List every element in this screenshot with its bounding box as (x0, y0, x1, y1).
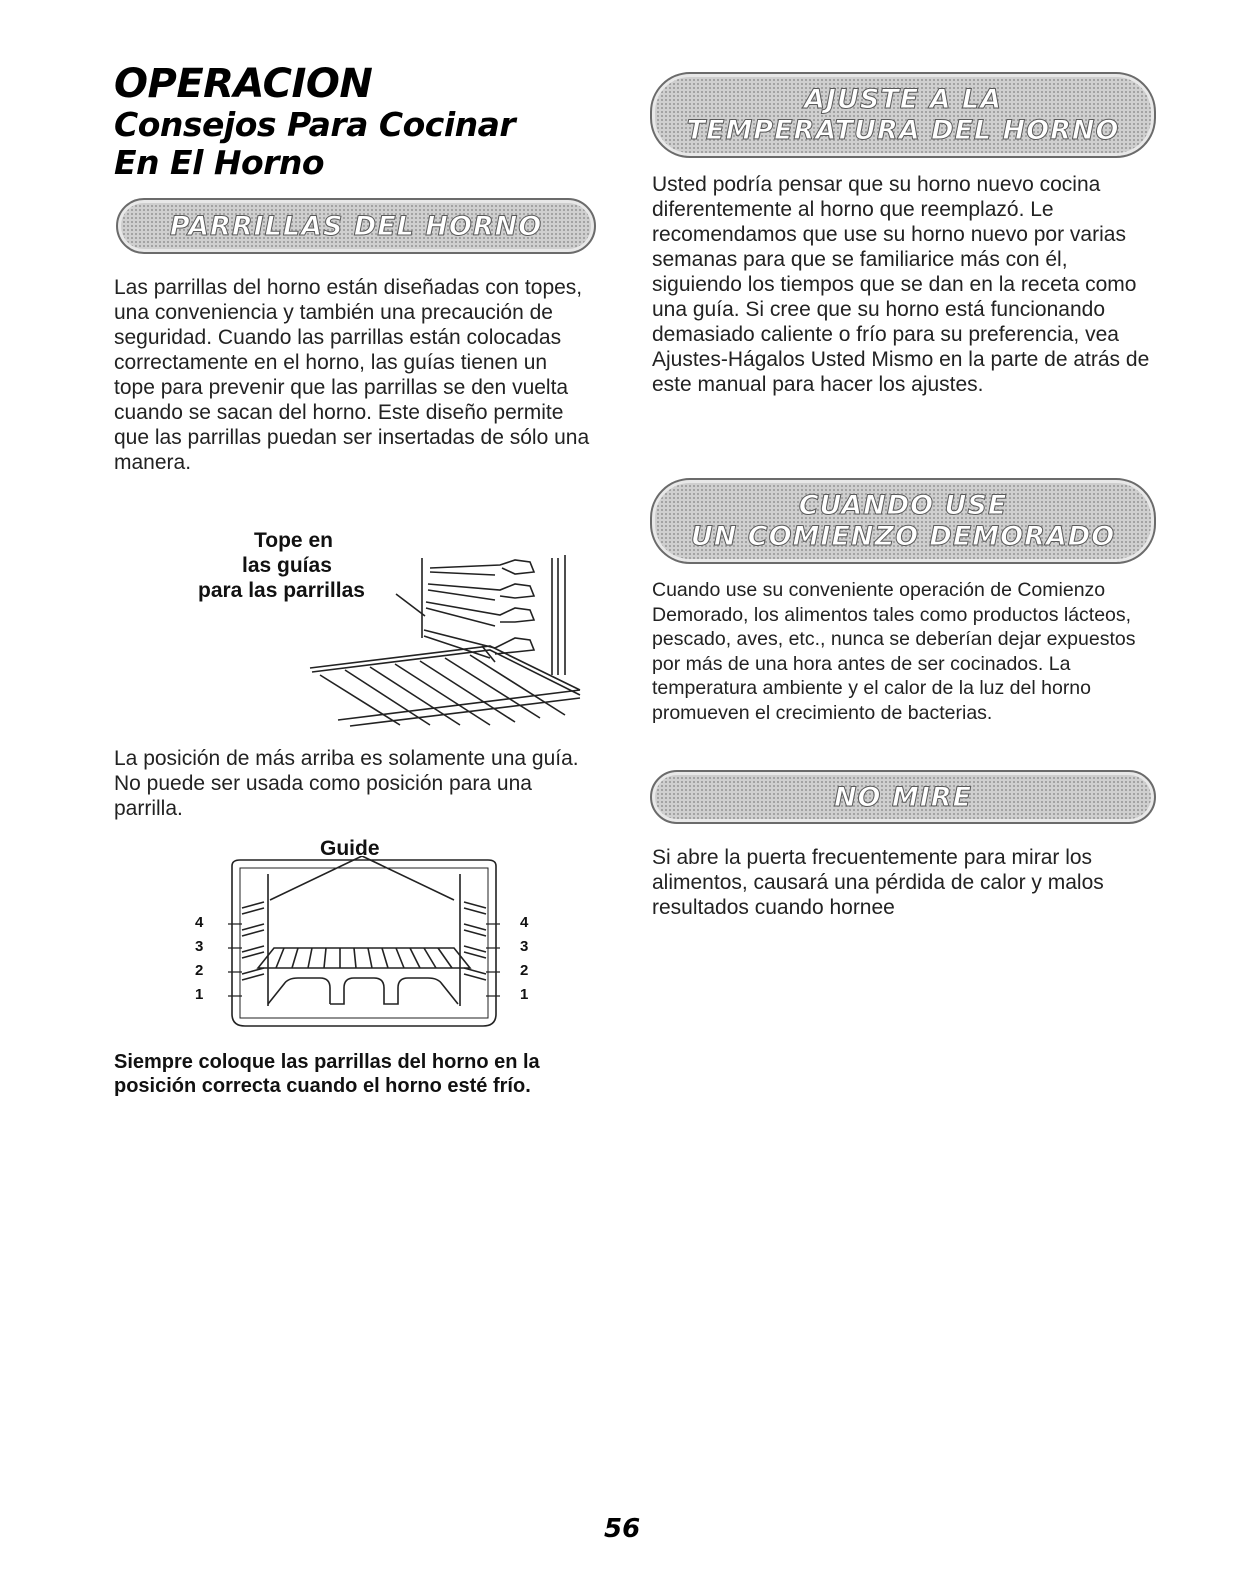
peek-paragraph: Si abre la puerta frecuentemente para mirar los alimentos, causará una pérdida de calor y malos resultados cuando hornee (652, 846, 1104, 919)
delay-paragraph: Cuando use su conveniente operación de Comienzo Demorado, los alimentos tales como productos lácteos, pescado, aves, etc., nunca se deberían dejar expuestos por más de una hora antes de ser cocinados. La temperatura ambiente y el calor de la luz del horno promueven el crecimiento de bacterias. (652, 579, 1136, 724)
rack-position-1-right: 1 (520, 986, 529, 1003)
cold-oven-note: Siempre coloque las parrillas del horno en la posición correcta cuando el horno esté frío. (114, 1051, 540, 1097)
rack-position-1-left: 1 (195, 986, 204, 1003)
temp-heading-line2: TEMPERATURA DEL HORNO (686, 115, 1120, 146)
rack-position-4-right: 4 (520, 914, 529, 931)
rack-position-2-left: 2 (195, 962, 204, 979)
oven-rack (258, 948, 470, 968)
fig1-label-line1: Tope en (254, 529, 333, 552)
rack-guide (424, 630, 534, 658)
rack-position-3-left: 3 (195, 938, 204, 955)
temp-heading-line1: AJUSTE A LA (804, 84, 1002, 115)
rack-stop-illustration (290, 550, 590, 730)
temp-paragraph: Usted podría pensar que su horno nuevo cocina diferentemente al horno que reemplazó. Le recomendamos que use su horno nuevo por varias semanas para que se familiarice más con él, siguiendo los tiempos que se dan en la receta como una guía. Si cree que su horno está funcionando demasiado caliente o frío para su preferencia, vea Ajustes-Hágalos Usted Mismo en la parte de atrás de este manual para hacer los ajustes. (652, 173, 1150, 396)
racks-heading-banner (116, 198, 596, 254)
position-paragraph: La posición de más arriba es solamente una guía. No puede ser usada como posición para una parrilla. (114, 747, 579, 820)
page-subtitle-line2: En El Horno (114, 143, 325, 182)
page-subtitle-line1: Consejos Para Cocinar (114, 105, 516, 144)
fig1-label-line2: las guías (242, 554, 332, 577)
peek-heading: NO MIRE (833, 781, 973, 813)
fig2-guide-label: Guide (320, 837, 380, 860)
temp-heading-banner (650, 72, 1156, 158)
oven-cavity-illustration (228, 856, 500, 1032)
delay-heading-banner (650, 478, 1156, 564)
rack-guide (430, 560, 534, 575)
rack-position-3-right: 3 (520, 938, 529, 955)
oven-rack (310, 646, 580, 726)
racks-heading: PARRILLAS DEL HORNO (169, 210, 543, 242)
bake-element (268, 978, 458, 1004)
rack-guide (426, 602, 534, 626)
page-number: 56 (604, 1514, 641, 1544)
delay-heading-line1: CUANDO USE (798, 490, 1008, 521)
section-title: OPERACION (114, 61, 373, 107)
racks-paragraph: Las parrillas del horno están diseñadas con topes, una conveniencia y también una precaución de seguridad. Cuando las parrillas están colocadas correctamente en el horno, las guías tienen un tope para prevenir que las parrillas se den vuelta cuando se sacan del horno. Este diseño permite que las parrillas puedan ser insertadas de sólo una manera. (114, 276, 590, 474)
rack-position-4-left: 4 (195, 914, 204, 931)
rack-position-2-right: 2 (520, 962, 529, 979)
delay-heading-line2: UN COMIENZO DEMORADO (690, 521, 1116, 552)
peek-heading-banner (650, 770, 1156, 824)
fig1-label-line3: para las parrillas (198, 579, 365, 602)
rack-guide (428, 584, 534, 600)
